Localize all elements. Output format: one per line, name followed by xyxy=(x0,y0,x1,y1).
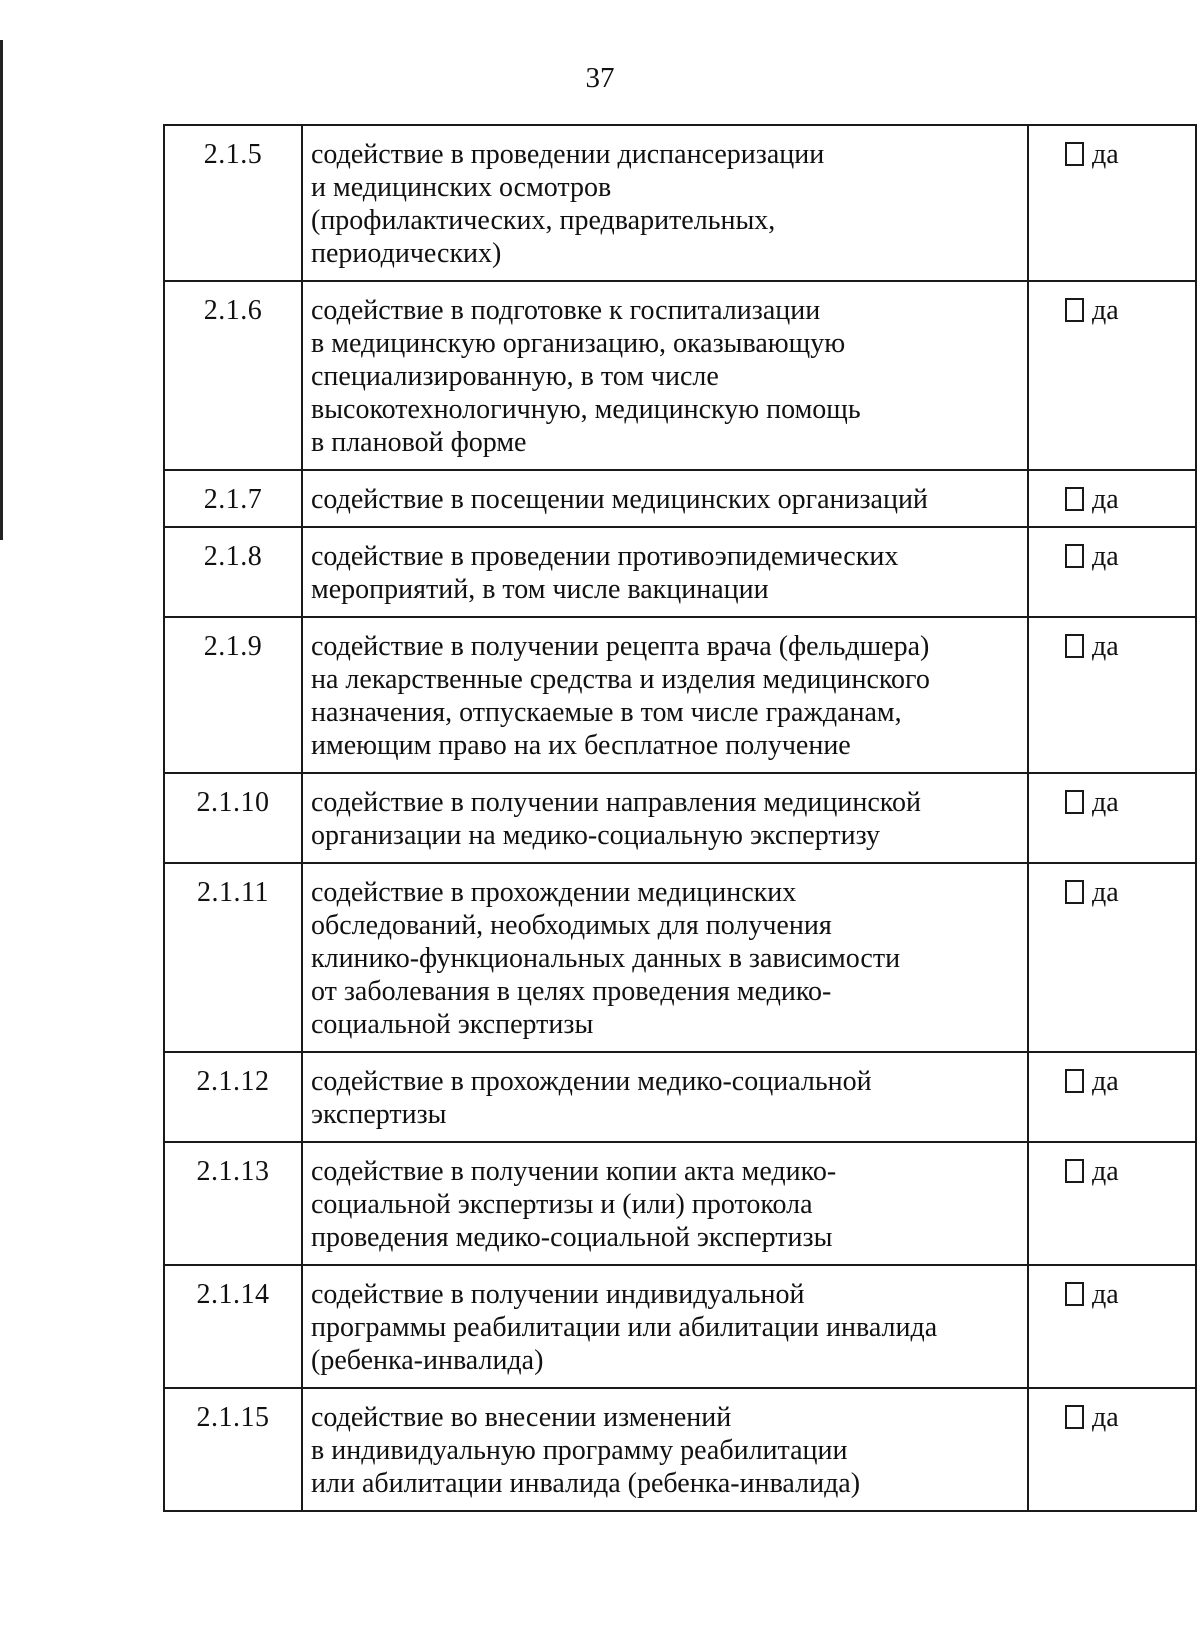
item-description xyxy=(302,125,1028,281)
item-description xyxy=(302,1142,1028,1265)
item-description xyxy=(302,1052,1028,1142)
description-line: содействие в получении копии акта медико- xyxy=(311,1156,837,1187)
page-number: 37 xyxy=(585,62,615,94)
table-row xyxy=(164,125,1196,281)
table-row xyxy=(164,527,1196,617)
checkbox-label: да xyxy=(1092,484,1119,515)
item-description xyxy=(302,281,1028,470)
item-description xyxy=(302,470,1028,527)
description-line: содействие в получении рецепта врача (фельдшера) xyxy=(311,631,930,662)
item-number: 2.1.13 xyxy=(164,1142,302,1265)
description-line: специализированную, в том числе xyxy=(311,361,719,392)
description-line: содействие в прохождении медицинских xyxy=(311,877,797,908)
description-line: содействие в получении направления медицинской xyxy=(311,787,921,818)
description-line: содействие в прохождении медико-социальной xyxy=(311,1066,872,1097)
description-line: содействие в подготовке к госпитализации xyxy=(311,295,821,326)
description-line: содействие в проведении диспансеризации xyxy=(311,139,825,170)
table-row xyxy=(164,1388,1196,1511)
table-row xyxy=(164,470,1196,527)
checkbox-icon[interactable] xyxy=(1065,142,1084,166)
table-row xyxy=(164,281,1196,470)
answer-cell xyxy=(1028,1388,1196,1511)
checkbox-icon[interactable] xyxy=(1065,1405,1084,1429)
answer-cell xyxy=(1028,281,1196,470)
checkbox-icon[interactable] xyxy=(1065,634,1084,658)
answer-cell xyxy=(1028,1052,1196,1142)
description-line: содействие в посещении медицинских организаций xyxy=(311,484,928,515)
checkbox-label: да xyxy=(1092,1156,1119,1187)
table-row xyxy=(164,1052,1196,1142)
description-line: или абилитации инвалида (ребенка-инвалида) xyxy=(311,1468,861,1499)
services-table xyxy=(163,124,1197,1512)
description-line: имеющим право на их бесплатное получение xyxy=(311,730,851,761)
description-line: мероприятий, в том числе вакцинации xyxy=(311,574,769,605)
item-number: 2.1.9 xyxy=(164,617,302,773)
checkbox-label: да xyxy=(1092,631,1119,662)
item-number: 2.1.6 xyxy=(164,281,302,470)
description-line: и медицинских осмотров xyxy=(311,172,612,203)
item-number: 2.1.15 xyxy=(164,1388,302,1511)
checkbox-icon[interactable] xyxy=(1065,544,1084,568)
description-line: организации на медико-социальную экспертизу xyxy=(311,820,881,851)
checkbox-label: да xyxy=(1092,1066,1119,1097)
answer-cell xyxy=(1028,863,1196,1052)
item-number: 2.1.11 xyxy=(164,863,302,1052)
checkbox-icon[interactable] xyxy=(1065,487,1084,511)
answer-cell xyxy=(1028,125,1196,281)
checkbox-label: да xyxy=(1092,1402,1119,1433)
description-line: содействие в получении индивидуальной xyxy=(311,1279,805,1310)
answer-cell xyxy=(1028,1142,1196,1265)
description-line: экспертизы xyxy=(311,1099,447,1130)
item-number: 2.1.8 xyxy=(164,527,302,617)
table-row xyxy=(164,1265,1196,1388)
checkbox-label: да xyxy=(1092,1279,1119,1310)
description-line: в медицинскую организацию, оказывающую xyxy=(311,328,846,359)
description-line: проведения медико-социальной экспертизы xyxy=(311,1222,833,1253)
description-line: содействие во внесении изменений xyxy=(311,1402,732,1433)
description-line: обследований, необходимых для получения xyxy=(311,910,832,941)
checkbox-label: да xyxy=(1092,877,1119,908)
checkbox-label: да xyxy=(1092,787,1119,818)
answer-cell xyxy=(1028,617,1196,773)
answer-cell xyxy=(1028,470,1196,527)
item-description xyxy=(302,1388,1028,1511)
answer-cell xyxy=(1028,773,1196,863)
scan-edge-mark xyxy=(0,40,3,540)
description-line: в индивидуальную программу реабилитации xyxy=(311,1435,848,1466)
table-row xyxy=(164,1142,1196,1265)
answer-cell xyxy=(1028,1265,1196,1388)
description-line: программы реабилитации или абилитации инвалида xyxy=(311,1312,938,1343)
description-line: социальной экспертизы xyxy=(311,1009,594,1040)
item-number: 2.1.12 xyxy=(164,1052,302,1142)
item-description xyxy=(302,1265,1028,1388)
description-line: в плановой форме xyxy=(311,427,527,458)
checkbox-icon[interactable] xyxy=(1065,298,1084,322)
item-number: 2.1.7 xyxy=(164,470,302,527)
item-description xyxy=(302,863,1028,1052)
description-line: социальной экспертизы и (или) протокола xyxy=(311,1189,813,1220)
checkbox-label: да xyxy=(1092,139,1119,170)
description-line: содействие в проведении противоэпидемических xyxy=(311,541,899,572)
checkbox-icon[interactable] xyxy=(1065,1282,1084,1306)
description-line: периодических) xyxy=(311,238,502,269)
item-description xyxy=(302,527,1028,617)
checkbox-icon[interactable] xyxy=(1065,1069,1084,1093)
services-table-body xyxy=(164,125,1196,1511)
table-row xyxy=(164,617,1196,773)
checkbox-icon[interactable] xyxy=(1065,880,1084,904)
table-row xyxy=(164,773,1196,863)
checkbox-icon[interactable] xyxy=(1065,1159,1084,1183)
item-description xyxy=(302,617,1028,773)
item-number: 2.1.10 xyxy=(164,773,302,863)
item-number: 2.1.14 xyxy=(164,1265,302,1388)
description-line: на лекарственные средства и изделия медицинского xyxy=(311,664,930,695)
description-line: назначения, отпускаемые в том числе гражданам, xyxy=(311,697,902,728)
description-line: (профилактических, предварительных, xyxy=(311,205,776,236)
table-row xyxy=(164,863,1196,1052)
description-line: (ребенка-инвалида) xyxy=(311,1345,544,1376)
item-description xyxy=(302,773,1028,863)
description-line: высокотехнологичную, медицинскую помощь xyxy=(311,394,861,425)
checkbox-icon[interactable] xyxy=(1065,790,1084,814)
checkbox-label: да xyxy=(1092,295,1119,326)
description-line: клинико-функциональных данных в зависимости xyxy=(311,943,901,974)
checkbox-label: да xyxy=(1092,541,1119,572)
item-number: 2.1.5 xyxy=(164,125,302,281)
answer-cell xyxy=(1028,527,1196,617)
description-line: от заболевания в целях проведения медико- xyxy=(311,976,832,1007)
